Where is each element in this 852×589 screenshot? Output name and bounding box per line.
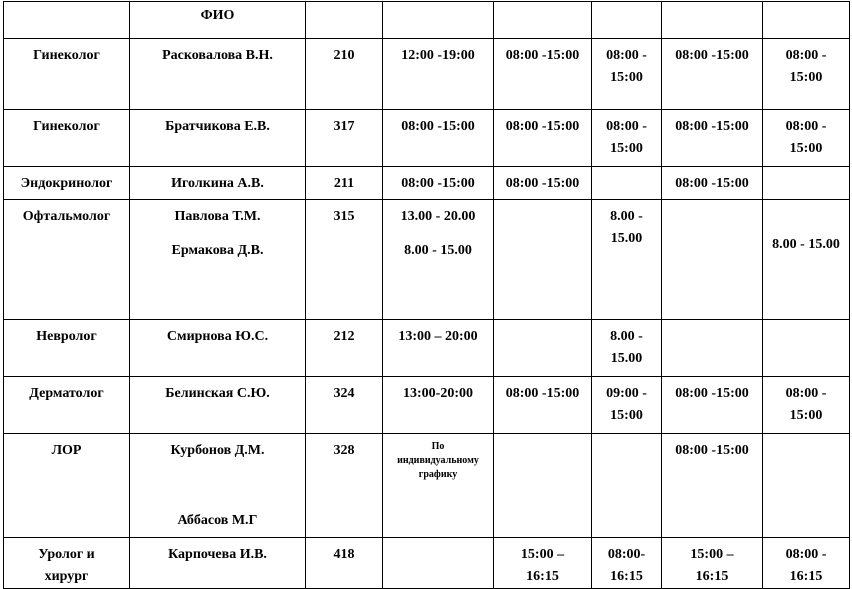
schedule-cell-day2: 08:00 -15:00 [494,39,592,110]
schedule-cell-day4 [662,320,763,377]
room-cell: 324 [306,377,383,434]
schedule-cell-day1 [383,538,494,589]
room-cell: 315 [306,200,383,320]
schedule-cell-day4: 08:00 -15:00 [662,39,763,110]
schedule-cell-day1: 13:00 – 20:00 [383,320,494,377]
specialty-cell: Уролог и хирург [4,538,130,589]
doctor-name-cell: Курбонов Д.М. Аббасов М.Г [130,434,306,538]
doctor-name-cell: Белинская С.Ю. [130,377,306,434]
schedule-cell-day5: 08:00 - 15:00 [763,39,850,110]
doctor-name-cell: Павлова Т.М. Ермакова Д.В. [130,200,306,320]
header-cell-day2 [494,2,592,39]
schedule-cell-day3: 08:00 - 15:00 [592,39,662,110]
schedule-cell-day3: 08:00 - 15:00 [592,110,662,167]
schedule-cell-day1: 13:00-20:00 [383,377,494,434]
specialty-cell: ЛОР [4,434,130,538]
schedule-cell-day5 [763,167,850,200]
schedule-cell-day4: 08:00 -15:00 [662,167,763,200]
schedule-cell-day2: 15:00 – 16:15 [494,538,592,589]
specialty-cell: Офтальмолог [4,200,130,320]
schedule-cell-day3 [592,167,662,200]
schedule-cell-day2 [494,200,592,320]
schedule-cell-day1: 12:00 -19:00 [383,39,494,110]
schedule-cell-day1: 13.00 - 20.00 8.00 - 15.00 [383,200,494,320]
header-cell-fio [130,2,306,39]
table-row [4,110,850,167]
room-cell: 317 [306,110,383,167]
specialty-cell: Гинеколог [4,39,130,110]
schedule-cell-day5 [763,320,850,377]
schedule-cell-day3 [592,434,662,538]
table-row [4,320,850,377]
schedule-cell-day3: 08:00- 16:15 [592,538,662,589]
schedule-cell-day3: 8.00 - 15.00 [592,320,662,377]
schedule-cell-day5: 08:00 - 15:00 [763,110,850,167]
schedule-cell-day1: По индивидуальному графику [383,434,494,538]
table-row [4,377,850,434]
schedule-cell-day5 [763,434,850,538]
schedule-cell-day4: 08:00 -15:00 [662,434,763,538]
room-cell: 211 [306,167,383,200]
schedule-cell-day4: 08:00 -15:00 [662,377,763,434]
specialty-cell: Эндокринолог [4,167,130,200]
schedule-cell-day2 [494,320,592,377]
header-cell-room [306,2,383,39]
doctor-schedule-table [3,1,850,589]
doctor-name-cell: Иголкина А.В. [130,167,306,200]
specialty-cell: Гинеколог [4,110,130,167]
schedule-cell-day2: 08:00 -15:00 [494,377,592,434]
table-row [4,434,850,538]
header-cell-day3 [592,2,662,39]
doctor-name-cell: Карпочева И.В. [130,538,306,589]
header-fio: ФИО [200,8,235,23]
room-cell: 418 [306,538,383,589]
schedule-cell-day1: 08:00 -15:00 [383,167,494,200]
header-cell-specialty [4,2,130,39]
header-cell-day4 [662,2,763,39]
schedule-cell-day4: 08:00 -15:00 [662,110,763,167]
schedule-cell-day3: 09:00 - 15:00 [592,377,662,434]
schedule-cell-day4: 15:00 – 16:15 [662,538,763,589]
schedule-cell-day3: 8.00 - 15.00 [592,200,662,320]
specialty-cell: Невролог [4,320,130,377]
schedule-cell-day4 [662,200,763,320]
table-row [4,538,850,589]
schedule-cell-day1: 08:00 -15:00 [383,110,494,167]
specialty-cell: Дерматолог [4,377,130,434]
doctor-name-cell: Расковалова В.Н. [130,39,306,110]
header-cell-day1 [383,2,494,39]
doctor-name-cell: Смирнова Ю.С. [130,320,306,377]
schedule-cell-day5: 8.00 - 15.00 [763,200,850,320]
schedule-cell-day5: 08:00 - 15:00 [763,377,850,434]
schedule-cell-day2: 08:00 -15:00 [494,110,592,167]
schedule-cell-day2 [494,434,592,538]
schedule-cell-day2: 08:00 -15:00 [494,167,592,200]
room-cell: 210 [306,39,383,110]
room-cell: 328 [306,434,383,538]
table-row [4,167,850,200]
header-cell-day5 [763,2,850,39]
table-row [4,200,850,320]
room-cell: 212 [306,320,383,377]
schedule-cell-day5: 08:00 - 16:15 [763,538,850,589]
header-row [4,2,850,39]
table-row [4,39,850,110]
doctor-name-cell: Братчикова Е.В. [130,110,306,167]
